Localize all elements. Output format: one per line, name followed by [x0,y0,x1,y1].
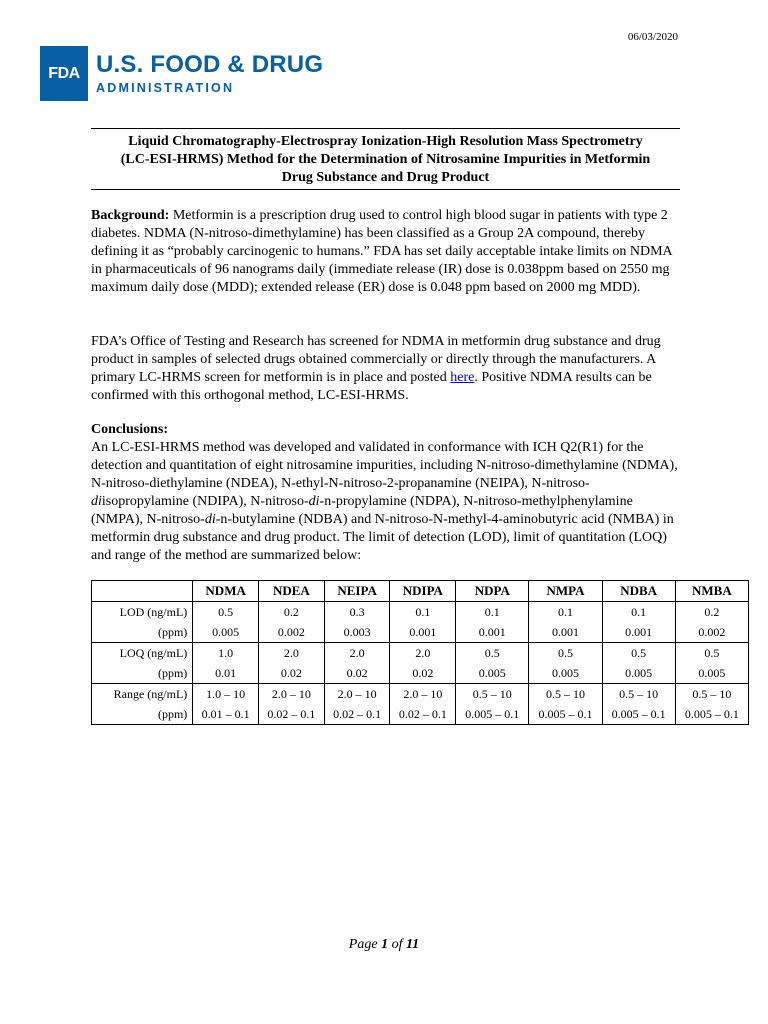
screening-text-1: FDA’s Office of Testing and Research has screened for NDMA in metformin drug substance and drug product in samples of selected drugs obtained commercially or directly through the manufacturers. A primary LC-HRMS screen for metformin is in place and posted [91,334,661,385]
column-header-ndma: NDMA [193,581,259,602]
table-cell: 2.0 [259,643,325,664]
title-line-1: Liquid Chromatography-Electrospray Ionization-High Resolution Mass Spectrometry [128,134,643,149]
table-cell: 0.005 [529,663,602,684]
table-header-row [92,581,749,602]
page-number: 1 [381,937,389,952]
table-row-loq-ppm [92,663,749,684]
table-cell: 0.02 [259,663,325,684]
conclusions-text-3: -n-propylamine (NDPA), N-nitroso-methylphenylamine (NMPA), N-nitroso- [91,494,633,527]
table-cell: 0.2 [259,602,325,623]
table-row-range-ppm [92,704,749,725]
table-cell: 0.5 – 10 [602,684,675,705]
table-cell: 0.001 [390,622,456,643]
table-cell: 0.003 [324,622,390,643]
title-line-2: (LC-ESI-HRMS) Method for the Determination of Nitrosamine Impurities in Metformin [120,152,651,167]
column-header-nmba: NMBA [675,581,748,602]
table-row-lod-ppm [92,622,749,643]
conclusions-text-2: isopropylamine (NDIPA), N-nitroso- [101,494,309,509]
table-cell: 0.001 [602,622,675,643]
screening-paragraph [91,333,681,405]
row-label: (ppm) [92,663,193,684]
page-total: 11 [405,937,420,952]
title-line-3: Drug Substance and Drug Product [281,170,490,185]
conclusions-text-1: An LC-ESI-HRMS method was developed and validated in conformance with ICH Q2(R1) for the detection and quantitation of eight nitrosamine impurities, including N-nitroso-dimethylamine (NDMA), N-nitroso-diethylamine (NDEA), N-ethyl-N-nitroso-2-propanamine (NEIPA), N-nitroso- [91,440,678,491]
background-paragraph [91,207,681,297]
table-cell: 0.005 – 0.1 [675,704,748,725]
logo-line1: U.S. FOOD & DRUG [96,50,324,78]
table-row-lod-ngml [92,602,749,623]
conclusions-italic-3: di [204,512,216,527]
table-cell: 0.005 [193,622,259,643]
table-cell: 0.5 [529,643,602,664]
table-cell: 0.005 – 0.1 [529,704,602,725]
table-cell: 0.01 [193,663,259,684]
row-label: Range (ng/mL) [92,684,193,705]
table-cell: 0.1 [602,602,675,623]
table-cell: 1.0 – 10 [193,684,259,705]
table-cell: 0.002 [675,622,748,643]
table-cell: 0.005 – 0.1 [602,704,675,725]
here-link[interactable]: here [450,370,475,385]
page-word: Page [348,937,382,952]
row-label: LOQ (ng/mL) [92,643,193,664]
of-word: of [388,937,406,952]
row-label: (ppm) [92,704,193,725]
table-cell: 0.5 [602,643,675,664]
table-cell: 0.01 – 0.1 [193,704,259,725]
document-date: 06/03/2020 [627,31,678,43]
conclusions-label: Conclusions: [91,422,169,437]
table-cell: 2.0 [390,643,456,664]
conclusions-text [91,439,681,565]
detection-limits-table [91,580,749,725]
table-corner-cell [92,581,193,602]
table-cell: 0.3 [324,602,390,623]
screening-text-2: . Positive NDMA results can be confirmed with this orthogonal method, LC-ESI-HRMS. [91,370,652,403]
table-cell: 0.5 [193,602,259,623]
table-cell: 0.2 [675,602,748,623]
table-cell: 0.02 – 0.1 [259,704,325,725]
table-cell: 0.001 [456,622,529,643]
document-title [91,128,680,190]
row-label: (ppm) [92,622,193,643]
table-cell: 0.02 [390,663,456,684]
column-header-ndba: NDBA [602,581,675,602]
table-row-range-ngml [92,684,749,705]
background-label: Background: [91,208,170,223]
table-cell: 0.005 [456,663,529,684]
fda-logo-mark: FDA [40,46,88,101]
table-cell: 0.5 [675,643,748,664]
table-cell: 0.1 [529,602,602,623]
column-header-ndea: NDEA [259,581,325,602]
fda-logo [40,46,323,101]
table-cell: 0.5 [456,643,529,664]
column-header-ndipa: NDIPA [390,581,456,602]
background-text: Metformin is a prescription drug used to control high blood sugar in patients with type 2 diabetes. NDMA (N-nitroso-dimethylamine) has been classified as a Group 2A compound, thereby defining it as “probably carcinogenic to humans.” FDA has set daily acceptable intake limits on NDMA in pharmaceuticals of 96 nanograms daily (immediate release (IR) dose is 0.038ppm based on 2550 mg maximum daily dose (MDD); extended release (ER) dose is 0.048 ppm based on 2000 mg MDD). [91,208,672,295]
table-cell: 0.005 [602,663,675,684]
table-cell: 2.0 – 10 [390,684,456,705]
row-label: LOD (ng/mL) [92,602,193,623]
table-cell: 2.0 – 10 [324,684,390,705]
table-cell: 0.02 – 0.1 [390,704,456,725]
table-cell: 0.5 – 10 [675,684,748,705]
conclusions-italic-2: di [308,494,320,509]
column-header-ndpa: NDPA [456,581,529,602]
table-cell: 0.005 – 0.1 [456,704,529,725]
conclusions-section [91,421,681,565]
table-cell: 0.1 [390,602,456,623]
conclusions-italic-1: di [91,494,102,509]
table-row-loq-ngml [92,643,749,664]
table-cell: 2.0 [324,643,390,664]
table-cell: 0.002 [259,622,325,643]
page-footer [0,937,768,953]
table-cell: 0.1 [456,602,529,623]
table-cell: 2.0 – 10 [259,684,325,705]
table-cell: 0.02 – 0.1 [324,704,390,725]
column-header-neipa: NEIPA [324,581,390,602]
conclusions-text-4: -n-butylamine (NDBA) and N-nitroso-N-methyl-4-aminobutyric acid (NMBA) in metformin drug substance and drug product. The limit of detection (LOD), limit of quantitation (LOQ) and range of the method are summarized below: [91,512,674,563]
table-cell: 0.005 [675,663,748,684]
table-cell: 0.5 – 10 [529,684,602,705]
table-cell: 0.001 [529,622,602,643]
table-cell: 1.0 [193,643,259,664]
table-cell: 0.5 – 10 [456,684,529,705]
fda-logo-text [96,50,324,95]
column-header-nmpa: NMPA [529,581,602,602]
table-cell: 0.02 [324,663,390,684]
logo-line2: ADMINISTRATION [96,80,235,95]
